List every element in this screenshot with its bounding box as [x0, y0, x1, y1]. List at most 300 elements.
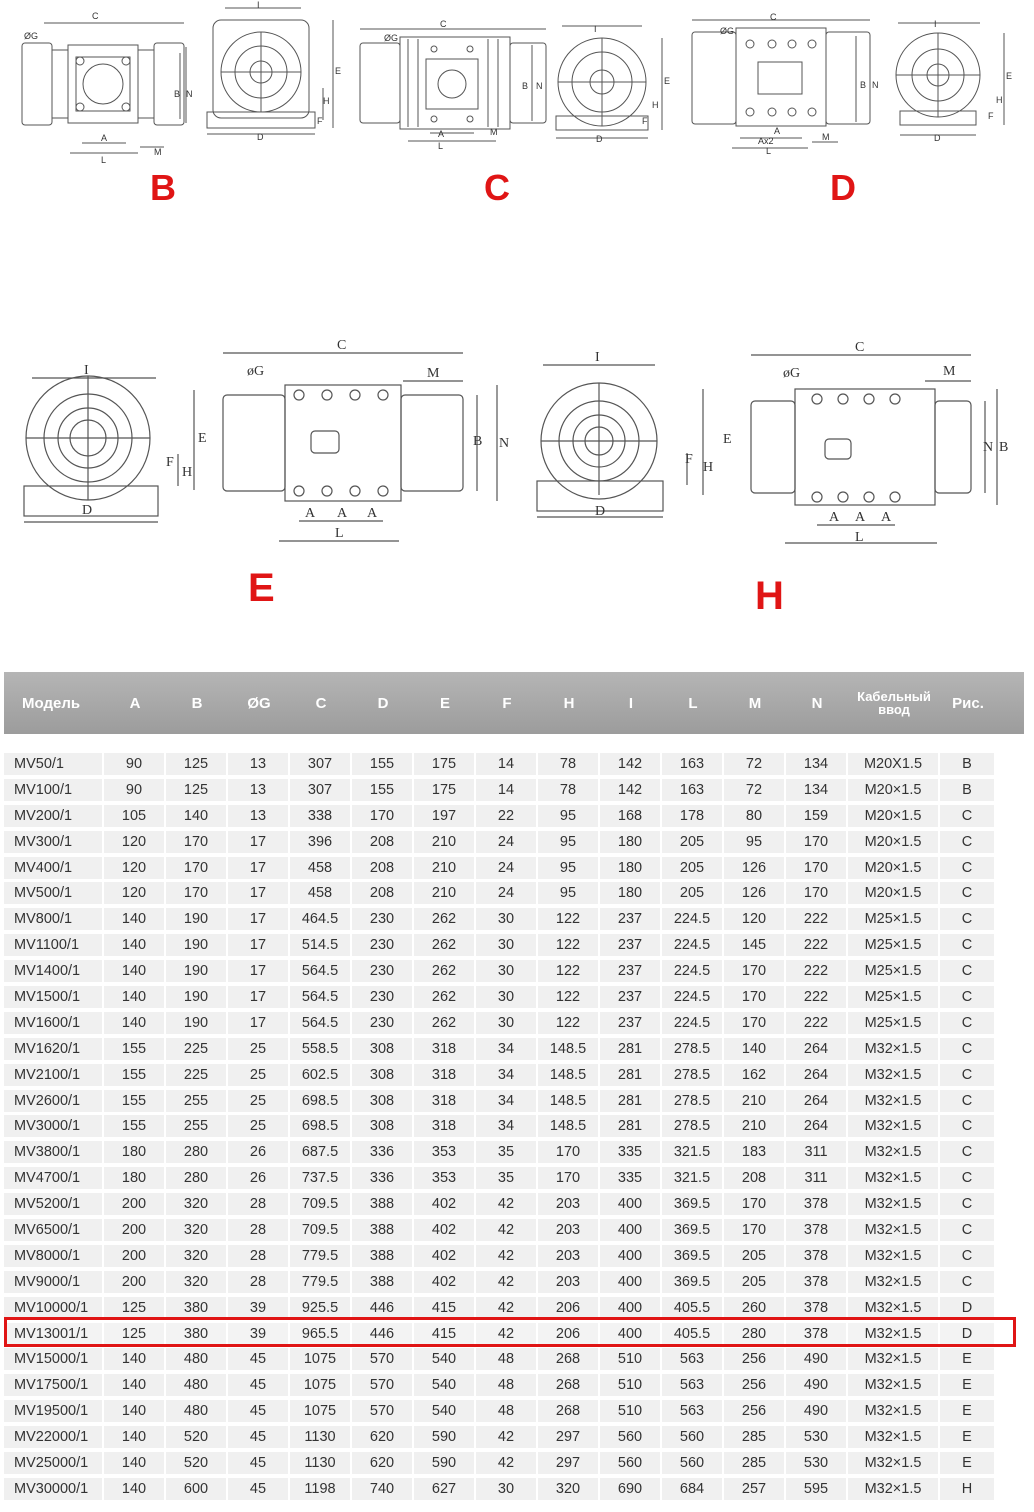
table-cell: 34 [476, 1090, 536, 1112]
table-cell: 564.5 [290, 986, 350, 1008]
header-cell: Кабельный ввод [857, 689, 931, 717]
table-cell: 175 [414, 779, 474, 801]
table-cell: 480 [166, 1348, 226, 1370]
table-cell: 378 [786, 1245, 846, 1267]
table-cell: 125 [104, 1323, 164, 1345]
table-row [4, 1217, 1024, 1243]
table-cell: C [940, 1064, 994, 1086]
table-cell: 224.5 [662, 1012, 722, 1034]
model-cell: MV6500/1 [4, 1219, 102, 1241]
dim-m-label: M [427, 366, 440, 381]
table-cell: 257 [724, 1478, 784, 1500]
table-cell: 34 [476, 1038, 536, 1060]
table-cell: 210 [414, 882, 474, 904]
table-cell: 318 [414, 1090, 474, 1112]
table-cell: 140 [104, 1374, 164, 1396]
header-cell: Модель [22, 694, 81, 712]
table-cell: 155 [104, 1038, 164, 1060]
table-cell: 95 [538, 805, 598, 827]
dim-c-label: C [770, 12, 777, 22]
dim-l-label: L [438, 141, 444, 150]
header-cell: N [811, 694, 823, 712]
table-cell: 25 [228, 1090, 288, 1112]
table-cell: 224.5 [662, 986, 722, 1008]
table-cell: 120 [104, 831, 164, 853]
table-cell: 320 [166, 1271, 226, 1293]
drawing-h-side [535, 345, 745, 525]
table-cell: 338 [290, 805, 350, 827]
drawing-h-top [745, 335, 1020, 550]
table-row [4, 1062, 1024, 1088]
table-cell: 779.5 [290, 1271, 350, 1293]
table-cell: 25 [228, 1115, 288, 1137]
table-cell: 25 [228, 1064, 288, 1086]
table-cell: 400 [600, 1271, 660, 1293]
dim-i-label: I [84, 363, 89, 378]
table-cell: 490 [786, 1374, 846, 1396]
table-cell: 48 [476, 1400, 536, 1422]
table-cell: 30 [476, 1012, 536, 1034]
dim-ax2-label: Ax2 [758, 136, 774, 146]
table-cell: 14 [476, 779, 536, 801]
table-cell: 140 [104, 908, 164, 930]
table-cell: 45 [228, 1478, 288, 1500]
table-cell: 140 [104, 1478, 164, 1500]
table-cell: 203 [538, 1219, 598, 1241]
dim-e-label: E [335, 66, 342, 76]
dim-d-label: D [934, 133, 941, 143]
table-cell: 17 [228, 1012, 288, 1034]
figure-label-d: D [830, 167, 856, 208]
table-cell: 256 [724, 1348, 784, 1370]
table-cell: 203 [538, 1193, 598, 1215]
table-cell: 262 [414, 986, 474, 1008]
table-cell: 125 [166, 779, 226, 801]
drawing-b-side [205, 0, 345, 140]
table-cell: 255 [166, 1115, 226, 1137]
table-cell: C [940, 805, 994, 827]
table-cell: 480 [166, 1400, 226, 1422]
table-cell: 28 [228, 1245, 288, 1267]
dim-f-label: F [317, 116, 323, 126]
table-cell: 224.5 [662, 934, 722, 956]
table-cell: 278.5 [662, 1064, 722, 1086]
table-cell: 39 [228, 1323, 288, 1345]
table-cell: 268 [538, 1374, 598, 1396]
table-cell: 1130 [290, 1452, 350, 1474]
dim-m-label: M [943, 364, 956, 379]
dim-i-label: I [595, 350, 600, 365]
table-cell: 170 [724, 1193, 784, 1215]
table-cell: 17 [228, 934, 288, 956]
table-cell: 134 [786, 753, 846, 775]
table-cell: 17 [228, 831, 288, 853]
dim-b-label: B [860, 80, 867, 90]
table-cell: 126 [724, 857, 784, 879]
dim-c-label: C [337, 338, 347, 353]
table-cell: M20×1.5 [848, 779, 938, 801]
table-cell: 200 [104, 1219, 164, 1241]
table-cell: 120 [104, 857, 164, 879]
table-cell: 14 [476, 753, 536, 775]
table-cell: M32×1.5 [848, 1478, 938, 1500]
table-cell: 95 [538, 831, 598, 853]
table-cell: 163 [662, 753, 722, 775]
table-cell: 170 [166, 857, 226, 879]
table-cell: 222 [786, 960, 846, 982]
table-cell: 1075 [290, 1374, 350, 1396]
table-row [4, 1243, 1024, 1269]
table-cell: 39 [228, 1297, 288, 1319]
table-cell: H [940, 1478, 994, 1500]
dim-c-label: C [92, 11, 99, 21]
table-cell: 208 [352, 831, 412, 853]
model-cell: MV3000/1 [4, 1115, 102, 1137]
table-cell: 278.5 [662, 1115, 722, 1137]
table-cell: 30 [476, 960, 536, 982]
table-cell: 560 [662, 1452, 722, 1474]
model-cell: MV1620/1 [4, 1038, 102, 1060]
table-cell: 205 [662, 882, 722, 904]
table-cell: 687.5 [290, 1141, 350, 1163]
table-cell: 262 [414, 1012, 474, 1034]
table-cell: 34 [476, 1064, 536, 1086]
table-cell: 170 [538, 1167, 598, 1189]
table-cell: 405.5 [662, 1297, 722, 1319]
table-cell: 230 [352, 1012, 412, 1034]
table-cell: 208 [724, 1167, 784, 1189]
table-cell: M20X1.5 [848, 753, 938, 775]
table-cell: 180 [104, 1141, 164, 1163]
table-cell: 222 [786, 986, 846, 1008]
table-row [4, 1424, 1024, 1450]
table-cell: 222 [786, 934, 846, 956]
table-cell: M32×1.5 [848, 1245, 938, 1267]
table-cell: 237 [600, 960, 660, 982]
table-cell: 1130 [290, 1426, 350, 1448]
table-cell: 264 [786, 1115, 846, 1137]
table-cell: 262 [414, 908, 474, 930]
model-cell: MV5200/1 [4, 1193, 102, 1215]
table-cell: 190 [166, 908, 226, 930]
table-cell: 148.5 [538, 1090, 598, 1112]
table-cell: M20×1.5 [848, 831, 938, 853]
model-cell: MV50/1 [4, 753, 102, 775]
table-cell: 42 [476, 1426, 536, 1448]
table-cell: C [940, 1219, 994, 1241]
dim-a-label: A [101, 133, 108, 143]
table-cell: 318 [414, 1038, 474, 1060]
table-cell: M32×1.5 [848, 1167, 938, 1189]
table-cell: 405.5 [662, 1323, 722, 1345]
table-cell: 335 [600, 1141, 660, 1163]
dim-d-label: D [595, 504, 606, 519]
table-cell: 369.5 [662, 1271, 722, 1293]
dim-m-label: M [822, 132, 830, 142]
table-cell: 237 [600, 986, 660, 1008]
dim-e-label: E [664, 76, 671, 86]
table-cell: 208 [352, 882, 412, 904]
header-cell: ØG [247, 694, 271, 712]
figure-label-b: B [150, 167, 176, 208]
table-cell: 170 [786, 857, 846, 879]
table-cell: 42 [476, 1193, 536, 1215]
table-row [4, 958, 1024, 984]
table-cell: 280 [166, 1141, 226, 1163]
table-cell: 563 [662, 1374, 722, 1396]
table-cell: 378 [786, 1193, 846, 1215]
table-cell: 24 [476, 857, 536, 879]
dim-n-label: N [186, 89, 193, 99]
table-cell: D [940, 1297, 994, 1319]
table-cell: 210 [724, 1115, 784, 1137]
table-cell: 148.5 [538, 1038, 598, 1060]
table-cell: 590 [414, 1426, 474, 1448]
table-cell: 42 [476, 1219, 536, 1241]
table-cell: 78 [538, 753, 598, 775]
table-cell: 142 [600, 753, 660, 775]
model-cell: MV400/1 [4, 857, 102, 879]
model-cell: MV25000/1 [4, 1452, 102, 1474]
model-cell: MV1400/1 [4, 960, 102, 982]
dim-n-label: N [983, 440, 994, 455]
table-cell: 530 [786, 1426, 846, 1448]
table-cell: 563 [662, 1348, 722, 1370]
dim-b-label: B [522, 81, 529, 91]
drawing-c-top [356, 15, 551, 150]
table-cell: 925.5 [290, 1297, 350, 1319]
table-row [4, 1088, 1024, 1114]
table-cell: E [940, 1452, 994, 1474]
model-cell: MV200/1 [4, 805, 102, 827]
table-cell: 779.5 [290, 1245, 350, 1267]
table-cell: C [940, 1193, 994, 1215]
table-cell: 17 [228, 986, 288, 1008]
table-cell: M32×1.5 [848, 1115, 938, 1137]
dim-h-label: H [182, 465, 193, 480]
table-cell: 698.5 [290, 1115, 350, 1137]
table-cell: 210 [724, 1090, 784, 1112]
dim-g-label: ØG [24, 31, 39, 41]
header-cell: C [315, 694, 327, 712]
table-cell: 17 [228, 857, 288, 879]
table-cell: 134 [786, 779, 846, 801]
dim-a-label: A [367, 506, 378, 521]
dim-b-label: B [473, 434, 483, 449]
table-cell: 260 [724, 1297, 784, 1319]
dim-n-label: N [536, 81, 543, 91]
table-cell: 740 [352, 1478, 412, 1500]
table-cell: 190 [166, 934, 226, 956]
table-cell: M32×1.5 [848, 1297, 938, 1319]
table-cell: 22 [476, 805, 536, 827]
table-cell: 353 [414, 1167, 474, 1189]
table-cell: 278.5 [662, 1090, 722, 1112]
figure-label-c: C [484, 167, 510, 208]
table-cell: 458 [290, 882, 350, 904]
table-cell: 458 [290, 857, 350, 879]
table-cell: 602.5 [290, 1064, 350, 1086]
table-cell: 120 [104, 882, 164, 904]
table-cell: 320 [166, 1245, 226, 1267]
model-cell: MV100/1 [4, 779, 102, 801]
table-cell: B [940, 753, 994, 775]
table-cell: 264 [786, 1090, 846, 1112]
table-cell: M32×1.5 [848, 1090, 938, 1112]
table-cell: 320 [166, 1193, 226, 1215]
dim-d-label: D [596, 134, 603, 142]
table-cell: 353 [414, 1141, 474, 1163]
header-cell: E [439, 694, 450, 712]
table-row [4, 1113, 1024, 1139]
dim-h-label: H [652, 100, 659, 110]
table-cell: M32×1.5 [848, 1400, 938, 1422]
table-cell: C [940, 857, 994, 879]
table-cell: 378 [786, 1271, 846, 1293]
table-cell: 72 [724, 779, 784, 801]
table-cell: 78 [538, 779, 598, 801]
table-cell: 558.5 [290, 1038, 350, 1060]
table-cell: 280 [724, 1323, 784, 1345]
table-cell: 90 [104, 779, 164, 801]
table-cell: 35 [476, 1167, 536, 1189]
table-cell: 369.5 [662, 1245, 722, 1267]
table-cell: 540 [414, 1400, 474, 1422]
table-row [4, 1450, 1024, 1476]
table-cell: 595 [786, 1478, 846, 1500]
table-cell: 388 [352, 1271, 412, 1293]
table-cell: C [940, 1167, 994, 1189]
table-cell: 205 [724, 1245, 784, 1267]
table-cell: 42 [476, 1271, 536, 1293]
table-cell: 140 [104, 1400, 164, 1422]
model-cell: MV1500/1 [4, 986, 102, 1008]
table-cell: 170 [538, 1141, 598, 1163]
table-cell: 620 [352, 1426, 412, 1448]
table-cell: 415 [414, 1297, 474, 1319]
table-cell: 1075 [290, 1400, 350, 1422]
table-cell: M32×1.5 [848, 1193, 938, 1215]
table-cell: 490 [786, 1348, 846, 1370]
table-cell: 264 [786, 1064, 846, 1086]
table-cell: 200 [104, 1245, 164, 1267]
table-cell: 148.5 [538, 1064, 598, 1086]
table-cell: 264 [786, 1038, 846, 1060]
table-cell: 690 [600, 1478, 660, 1500]
table-cell: 45 [228, 1400, 288, 1422]
table-cell: C [940, 1038, 994, 1060]
table-row [4, 1346, 1024, 1372]
table-cell: 170 [166, 882, 226, 904]
table-cell: 297 [538, 1426, 598, 1448]
model-cell: MV500/1 [4, 882, 102, 904]
table-cell: 311 [786, 1141, 846, 1163]
table-cell: 30 [476, 1478, 536, 1500]
table-cell: 26 [228, 1167, 288, 1189]
model-cell: MV1600/1 [4, 1012, 102, 1034]
table-cell: 388 [352, 1219, 412, 1241]
table-cell: M32×1.5 [848, 1426, 938, 1448]
table-cell: 178 [662, 805, 722, 827]
table-cell: 620 [352, 1452, 412, 1474]
table-cell: 336 [352, 1141, 412, 1163]
table-cell: 225 [166, 1038, 226, 1060]
table-cell: 155 [104, 1115, 164, 1137]
table-cell: 155 [352, 779, 412, 801]
table-cell: 237 [600, 1012, 660, 1034]
dim-h-label: H [703, 460, 714, 475]
table-cell: 510 [600, 1374, 660, 1396]
table-cell: 256 [724, 1374, 784, 1396]
table-cell: 28 [228, 1219, 288, 1241]
table-cell: 224.5 [662, 960, 722, 982]
table-cell: 222 [786, 1012, 846, 1034]
header-cell: Рис. [952, 694, 984, 712]
dim-g-label: øG [783, 366, 801, 381]
table-cell: 698.5 [290, 1090, 350, 1112]
table-cell: 320 [538, 1478, 598, 1500]
table-cell: 45 [228, 1374, 288, 1396]
figure-label-e: E [248, 566, 275, 610]
table-cell: 163 [662, 779, 722, 801]
table-row [4, 1398, 1024, 1424]
table-cell: 95 [538, 857, 598, 879]
table-cell: 140 [104, 1426, 164, 1448]
table-cell: 13 [228, 779, 288, 801]
model-cell: MV300/1 [4, 831, 102, 853]
table-cell: 308 [352, 1115, 412, 1137]
table-row [4, 1036, 1024, 1062]
table-cell: 268 [538, 1348, 598, 1370]
table-cell: 510 [600, 1400, 660, 1422]
table-cell: 308 [352, 1038, 412, 1060]
table-cell: 285 [724, 1452, 784, 1474]
table-row [4, 984, 1024, 1010]
table-cell: 175 [414, 753, 474, 775]
table-cell: 1198 [290, 1478, 350, 1500]
table-cell: M25×1.5 [848, 1012, 938, 1034]
table-cell: 560 [600, 1426, 660, 1448]
table-cell: 205 [662, 857, 722, 879]
model-cell: MV2600/1 [4, 1090, 102, 1112]
table-cell: E [940, 1426, 994, 1448]
table-cell: 400 [600, 1323, 660, 1345]
table-cell: 308 [352, 1064, 412, 1086]
table-cell: 230 [352, 986, 412, 1008]
table-cell: C [940, 1012, 994, 1034]
table-cell: 17 [228, 908, 288, 930]
table-cell: 402 [414, 1219, 474, 1241]
table-cell: E [940, 1348, 994, 1370]
header-cell: F [502, 694, 512, 712]
table-cell: 205 [662, 831, 722, 853]
table-cell: 210 [414, 831, 474, 853]
dim-f-label: F [988, 111, 994, 121]
table-cell: 297 [538, 1452, 598, 1474]
table-cell: 400 [600, 1245, 660, 1267]
table-cell: 122 [538, 908, 598, 930]
dim-g-label: øG [247, 364, 265, 379]
table-cell: 105 [104, 805, 164, 827]
drawing-b-top [14, 5, 194, 165]
dim-g-label: ØG [384, 33, 399, 43]
table-cell: 237 [600, 908, 660, 930]
dim-i-label: I [594, 24, 597, 34]
table-cell: 369.5 [662, 1193, 722, 1215]
model-cell: MV22000/1 [4, 1426, 102, 1448]
table-cell: C [940, 934, 994, 956]
table-cell: 388 [352, 1193, 412, 1215]
